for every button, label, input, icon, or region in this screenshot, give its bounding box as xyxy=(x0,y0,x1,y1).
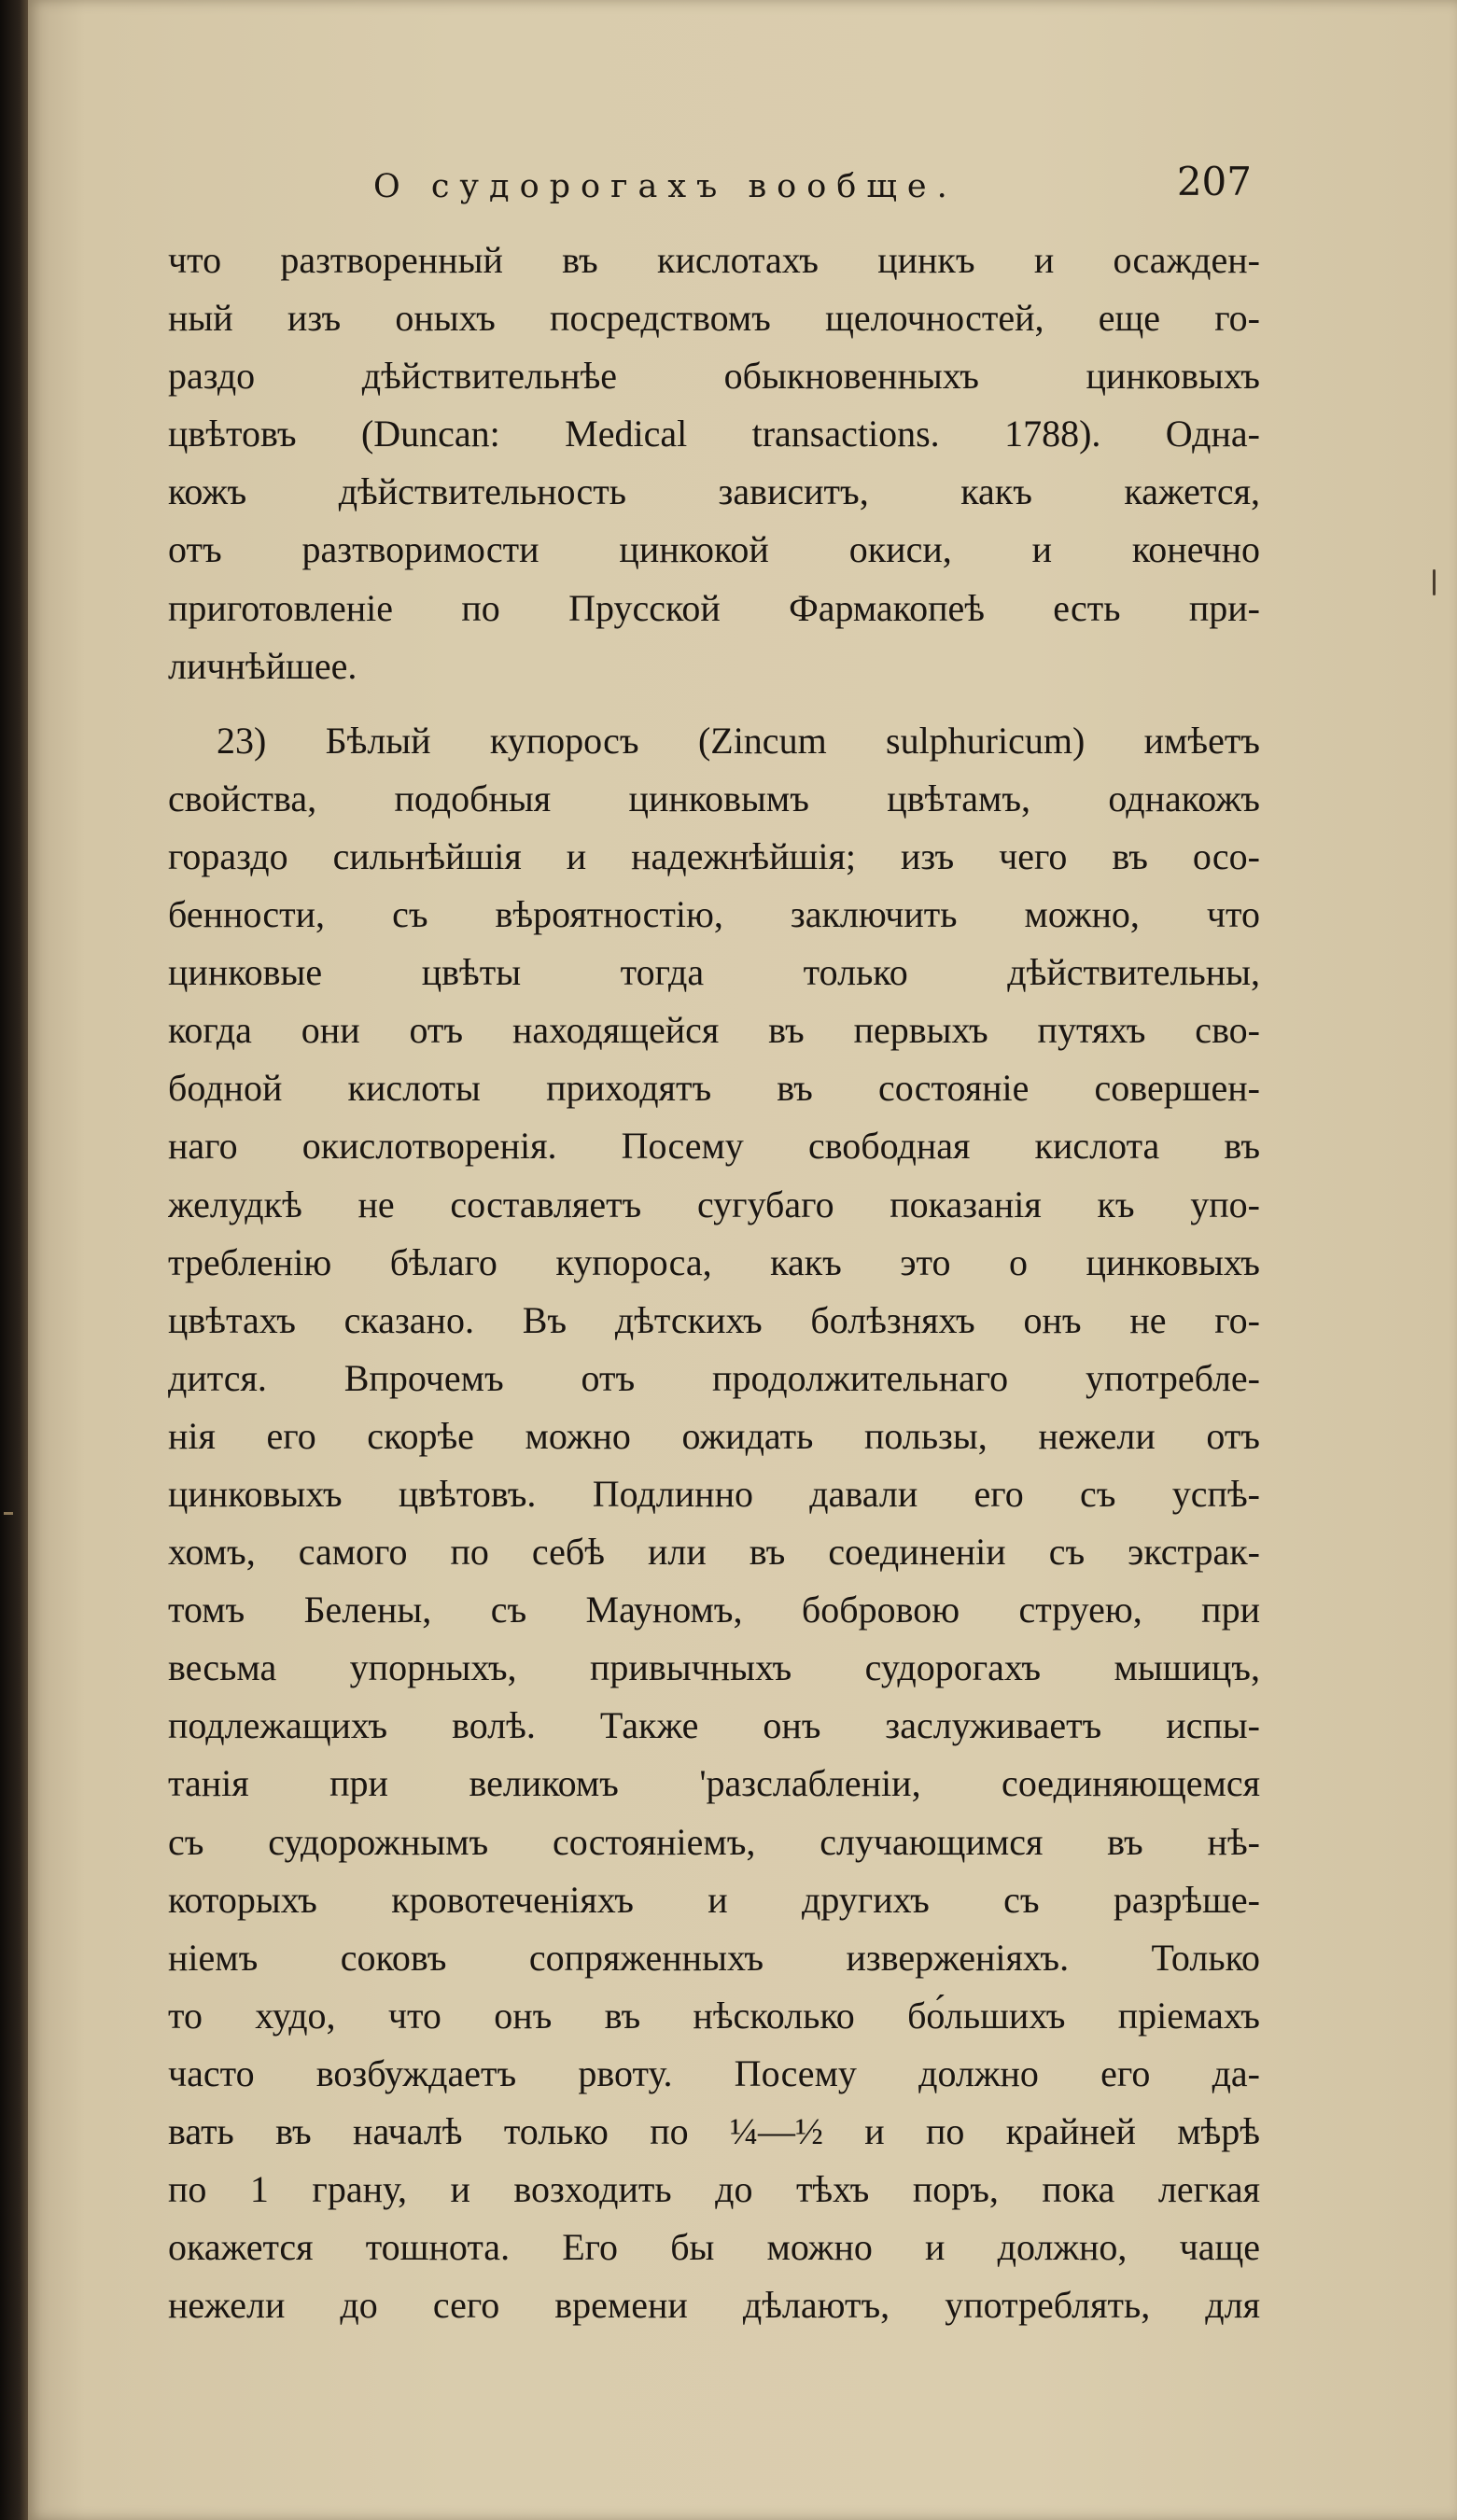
text-line: наго окислотворенія. Посему свободная кислота въ xyxy=(168,1125,1260,1168)
book-spine-shadow xyxy=(0,0,28,2520)
text-line: томъ Белены, съ Мауномъ, бобровою струею, при xyxy=(168,1589,1260,1631)
running-title: О судорогахъ вообще. xyxy=(373,168,958,205)
text-line: нія его скорѣе можно ожидать пользы, нежели отъ xyxy=(168,1414,1260,1457)
text-line: окажется тошнота. Его бы можно и должно, чаще xyxy=(168,2226,1260,2269)
text-line: отъ разтворимости цинкокой окиси, и конечно xyxy=(168,528,1260,571)
text-line: съ судорожнымъ состояніемъ, случающимся въ нѣ- xyxy=(168,1820,1260,1863)
text-line: вать въ началѣ только по ¼—½ и по крайней мѣрѣ xyxy=(168,2110,1260,2152)
text-line: цинковые цвѣты тогда только дѣйствительны, xyxy=(168,951,1260,994)
text-line: цвѣтовъ (Duncan: Medical transactions. 1788). Одна- xyxy=(168,413,1260,455)
text-line: бенности, съ вѣроятностію, заключить можно, что xyxy=(168,893,1260,936)
book-page xyxy=(28,0,1457,2520)
page-edge-mark xyxy=(4,1512,13,1515)
text-line: бодной кислоты приходятъ въ состояніе совершен- xyxy=(168,1067,1260,1110)
page-number: 207 xyxy=(1176,159,1252,204)
paragraph-gap xyxy=(168,695,1260,712)
text-line: дится. Впрочемъ отъ продолжительнаго употребле- xyxy=(168,1356,1260,1399)
text-line: цвѣтахъ сказано. Въ дѣтскихъ болѣзняхъ онъ не го- xyxy=(168,1298,1260,1341)
text-line: приготовленіе по Прусской Фармакопеѣ есть при- xyxy=(168,586,1260,629)
text-line: подлежащихъ волѣ. Также онъ заслуживаетъ испы- xyxy=(168,1704,1260,1747)
text-line: цинковыхъ цвѣтовъ. Подлинно давали его съ успѣ- xyxy=(168,1472,1260,1515)
body-text xyxy=(168,231,1260,2334)
text-line: нежели до сего времени дѣлаютъ, употреблять, для xyxy=(168,2284,1260,2327)
text-line: 23) Бѣлый купоросъ (Zincum sulphuricum) имѣетъ xyxy=(217,719,1260,762)
text-line: кожъ дѣйствительность зависитъ, какъ кажется, xyxy=(168,470,1260,513)
text-line: по 1 грану, и возходить до тѣхъ поръ, пока легкая xyxy=(168,2168,1260,2211)
text-line: ніемъ соковъ сопряженныхъ изверженіяхъ. Только xyxy=(168,1936,1260,1979)
text-line: танія при великомъ 'разслабленіи, соединяющемся xyxy=(168,1762,1260,1805)
text-line: желудкѣ не составляетъ сугубаго показанія къ упо- xyxy=(168,1183,1260,1225)
text-line: раздо дѣйствительнѣе обыкновенныхъ цинковыхъ xyxy=(168,355,1260,398)
text-line: гораздо сильнѣйшія и надежнѣйшія; изъ чего въ осо- xyxy=(168,834,1260,877)
text-line: ный изъ оныхъ посредствомъ щелочностей, еще го- xyxy=(168,297,1260,340)
text-line: когда они отъ находящейся въ первыхъ путяхъ сво- xyxy=(168,1009,1260,1052)
text-line: весьма упорныхъ, привычныхъ судорогахъ мышицъ, xyxy=(168,1646,1260,1689)
text-line: которыхъ кровотеченіяхъ и другихъ съ разрѣше- xyxy=(168,1878,1260,1921)
text-line: свойства, подобныя цинковымъ цвѣтамъ, однакожъ xyxy=(168,777,1260,819)
text-line: хомъ, самого по себѣ или въ соединеніи съ экстрак- xyxy=(168,1531,1260,1574)
text-line: что разтворенный въ кислотахъ цинкъ и осажден- xyxy=(168,239,1260,281)
page-header xyxy=(121,159,1252,215)
text-line: личнѣйшее. xyxy=(168,644,357,687)
text-line: треблeнію бѣлаго купороса, какъ это о цинковыхъ xyxy=(168,1240,1260,1283)
margin-pencil-mark xyxy=(1433,569,1436,595)
text-line: часто возбуждаетъ рвоту. Посему должно его да- xyxy=(168,2051,1260,2094)
text-line: то худо, что онъ въ нѣсколько бо́льшихъ пріемахъ xyxy=(168,1994,1260,2037)
